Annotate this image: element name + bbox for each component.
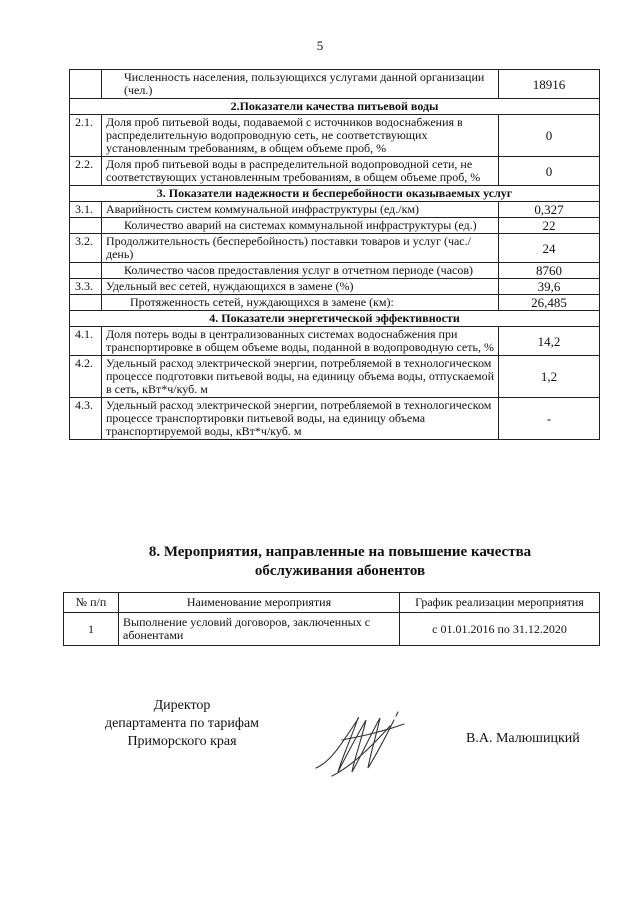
row-value: 1,2 — [499, 356, 600, 398]
row-value: 39,6 — [499, 279, 600, 295]
table-row — [70, 295, 600, 311]
row-number: 2.2. — [70, 157, 102, 186]
row-label: Доля проб питьевой воды в распределительной водопроводной сети, не соответствующих установленным требованиям, в общем объеме проб, % — [102, 157, 499, 186]
row-label: Количество часов предоставления услуг в отчетном периоде (часов) — [102, 263, 499, 279]
row-value: 8760 — [499, 263, 600, 279]
table-row — [70, 157, 600, 186]
header-schedule: График реализации мероприятия — [400, 593, 600, 613]
signatory-line1: Директор — [153, 698, 211, 713]
row-label: Удельный вес сетей, нуждающихся в замене (%) — [102, 279, 499, 295]
row-value: - — [499, 398, 600, 440]
section-header-row — [70, 99, 600, 115]
signatory-name: В.А. Малюшицкий — [466, 731, 580, 746]
row-number — [70, 295, 102, 311]
row-number: 3.3. — [70, 279, 102, 295]
signatory-title — [82, 697, 282, 751]
row-number: 4.3. — [70, 398, 102, 440]
row-number — [70, 218, 102, 234]
table-row — [70, 234, 600, 263]
row-value: 0 — [499, 115, 600, 157]
signatory-line3: Приморского края — [127, 734, 237, 749]
table-row — [70, 327, 600, 356]
row-number: 4.1. — [70, 327, 102, 356]
table-row — [70, 279, 600, 295]
row-label: Удельный расход электрической энергии, потребляемой в технологическом процессе подготовки питьевой воды, на единицу объема воды, отпускаемой в сеть, кВт*ч/куб. м — [102, 356, 499, 398]
table-row — [70, 218, 600, 234]
table-row — [70, 70, 600, 99]
signatory-line2: департамента по тарифам — [104, 716, 260, 731]
page-number: 5 — [316, 38, 324, 53]
row-value: 18916 — [499, 70, 600, 99]
row-label: Доля потерь воды в централизованных системах водоснабжения при транспортировке в общем объеме воды, поданной в водопроводную сеть, % — [102, 327, 499, 356]
section-8-title-line2: обслуживания абонентов — [254, 563, 426, 579]
measure-schedule: с 01.01.2016 по 31.12.2020 — [400, 613, 600, 646]
table-header-row — [64, 593, 600, 613]
row-number: 3.2. — [70, 234, 102, 263]
measure-name: Выполнение условий договоров, заключенных с абонентами — [119, 613, 400, 646]
row-value: 14,2 — [499, 327, 600, 356]
section-header-row — [70, 311, 600, 327]
indicators-table — [69, 69, 600, 440]
section-3-title: 3. Показатели надежности и бесперебойности оказываемых услуг — [70, 186, 600, 202]
row-label: Удельный расход электрической энергии, потребляемой в технологическом процессе транспортировки питьевой воды, на единицу объема транспортируемой воды, кВт*ч/куб. м — [102, 398, 499, 440]
section-4-title: 4. Показатели энергетической эффективности — [70, 311, 600, 327]
row-value: 26,485 — [499, 295, 600, 311]
table-row — [70, 202, 600, 218]
row-label: Продолжительность (бесперебойность) поставки товаров и услуг (час./день) — [102, 234, 499, 263]
section-2-title: 2.Показатели качества питьевой воды — [70, 99, 600, 115]
section-header-row — [70, 186, 600, 202]
table-row — [70, 356, 600, 398]
row-number: 3.1. — [70, 202, 102, 218]
table-row — [70, 398, 600, 440]
row-value: 22 — [499, 218, 600, 234]
table-row — [70, 115, 600, 157]
table-row — [64, 613, 600, 646]
section-8-title — [0, 543, 640, 581]
header-num: № п/п — [64, 593, 119, 613]
row-label: Численность населения, пользующихся услугами данной организации (чел.) — [102, 70, 499, 99]
row-label: Протяженность сетей, нуждающихся в замене (км): — [102, 295, 499, 311]
table-row — [70, 263, 600, 279]
row-number: 4.2. — [70, 356, 102, 398]
row-label: Доля проб питьевой воды, подаваемой с источников водоснабжения в распределительную водопроводную сеть, не соответствующих установленным требованиям, в общем объеме проб, % — [102, 115, 499, 157]
row-number: 2.1. — [70, 115, 102, 157]
row-number — [70, 263, 102, 279]
row-value: 0,327 — [499, 202, 600, 218]
section-8-title-line1: 8. Мероприятия, направленные на повышение качества — [148, 544, 532, 560]
row-value: 0 — [499, 157, 600, 186]
measure-num: 1 — [64, 613, 119, 646]
measures-table — [63, 592, 600, 646]
handwritten-signature — [312, 706, 412, 786]
row-label: Аварийность систем коммунальной инфраструктуры (ед./км) — [102, 202, 499, 218]
header-name: Наименование мероприятия — [119, 593, 400, 613]
row-value: 24 — [499, 234, 600, 263]
row-label: Количество аварий на системах коммунальной инфраструктуры (ед.) — [102, 218, 499, 234]
